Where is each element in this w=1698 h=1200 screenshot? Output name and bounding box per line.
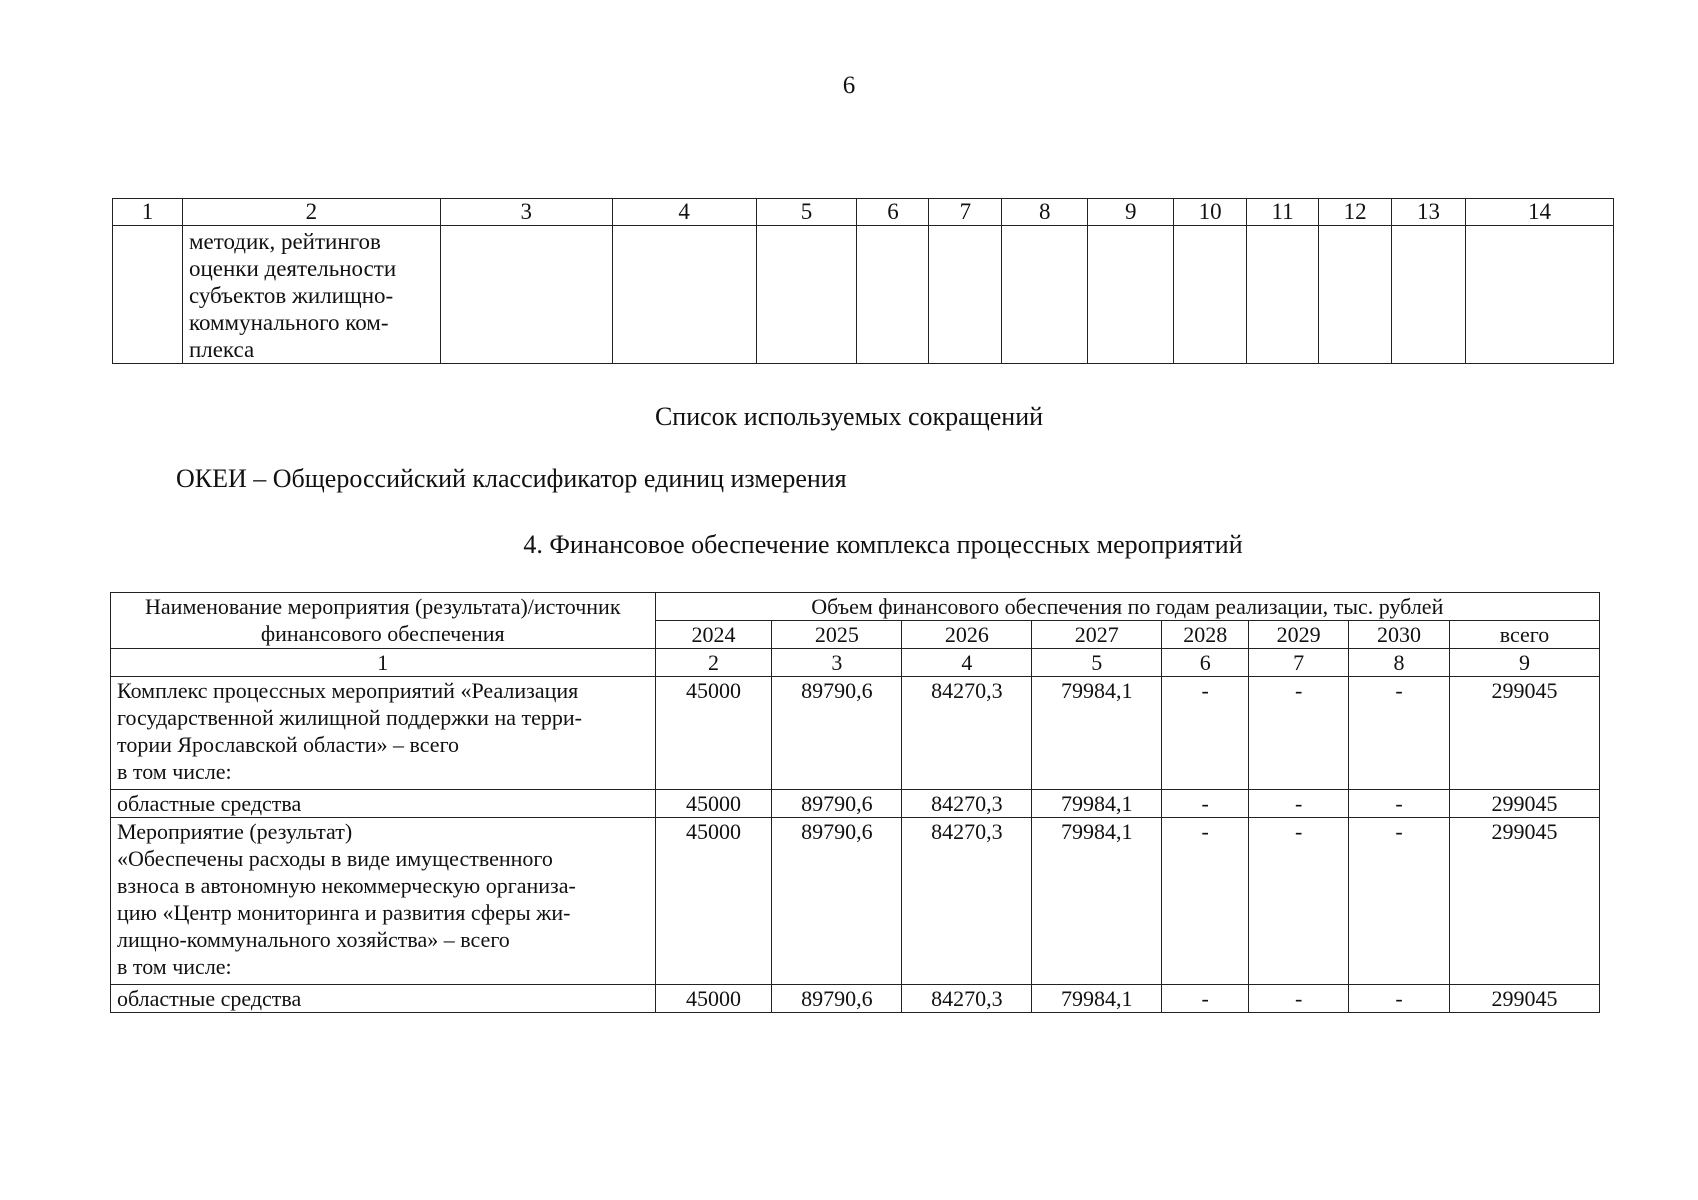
table-row: [111, 790, 1600, 818]
col-number-11: 11: [1247, 199, 1319, 226]
year-header: 2024: [655, 621, 772, 649]
row-description: методик, рейтингов оценки деятельности субъектов жилищно- коммунального ком- плекса: [182, 226, 440, 364]
col-number: 8: [1349, 649, 1450, 677]
table-row: [111, 677, 1600, 790]
col-number: 6: [1162, 649, 1249, 677]
value-2029: -: [1249, 790, 1349, 818]
col-number: 4: [902, 649, 1032, 677]
financing-table: [110, 592, 1600, 1013]
year-header: 2027: [1032, 621, 1162, 649]
col-number-9: 9: [1088, 199, 1174, 226]
value-2028: -: [1162, 985, 1249, 1013]
value-2029: -: [1249, 677, 1349, 790]
value-2024: 45000: [655, 818, 772, 985]
value-2030: -: [1349, 818, 1450, 985]
table-row: [111, 818, 1600, 985]
value-total: 299045: [1450, 818, 1600, 985]
col-number-7: 7: [929, 199, 1002, 226]
year-header: 2026: [902, 621, 1032, 649]
col-number-10: 10: [1174, 199, 1247, 226]
value-2029: -: [1249, 818, 1349, 985]
col-number: 1: [111, 649, 656, 677]
value-2030: -: [1349, 790, 1450, 818]
volume-header: Объем финансового обеспечения по годам реализации, тыс. рублей: [655, 593, 1599, 621]
value-2026: 84270,3: [902, 677, 1032, 790]
name-column-header: Наименование мероприятия (результата)/источник финансового обеспечения: [111, 593, 656, 649]
value-2024: 45000: [655, 985, 772, 1013]
value-2030: -: [1349, 677, 1450, 790]
abbreviations-heading: Список используемых сокращений: [654, 402, 1044, 431]
col-number-2: 2: [182, 199, 440, 226]
col-number-5: 5: [756, 199, 857, 226]
col-number-14: 14: [1466, 199, 1614, 226]
value-total: 299045: [1450, 790, 1600, 818]
year-header: 2025: [772, 621, 902, 649]
value-2028: -: [1162, 790, 1249, 818]
finance-section-heading: 4. Финансовое обеспечение комплекса процессных мероприятий: [523, 530, 1243, 559]
value-2024: 45000: [655, 677, 772, 790]
value-total: 299045: [1450, 985, 1600, 1013]
col-number: 5: [1032, 649, 1162, 677]
total-header: всего: [1450, 621, 1600, 649]
table-header-row: [113, 199, 1614, 226]
value-2026: 84270,3: [902, 790, 1032, 818]
value-2029: -: [1249, 985, 1349, 1013]
table-row: [111, 985, 1600, 1013]
value-2026: 84270,3: [902, 985, 1032, 1013]
page-number: 6: [842, 72, 856, 99]
value-2030: -: [1349, 985, 1450, 1013]
col-number: 2: [655, 649, 772, 677]
col-number-12: 12: [1319, 199, 1392, 226]
row-name: Комплекс процессных мероприятий «Реализация государственной жилищной поддержки на терри- тории Ярославской области» – всего в том числе:: [111, 677, 656, 790]
value-2027: 79984,1: [1032, 985, 1162, 1013]
table-header-row: [111, 593, 1600, 621]
row-name: областные средства: [111, 985, 656, 1013]
row-name: областные средства: [111, 790, 656, 818]
col-number-8: 8: [1002, 199, 1088, 226]
value-2027: 79984,1: [1032, 677, 1162, 790]
value-2025: 89790,6: [772, 985, 902, 1013]
value-2028: -: [1162, 677, 1249, 790]
value-2028: -: [1162, 818, 1249, 985]
col-number-3: 3: [440, 199, 612, 226]
year-header: 2029: [1249, 621, 1349, 649]
table-row: [113, 226, 1614, 364]
col-number: 9: [1450, 649, 1600, 677]
col-number-1: 1: [113, 199, 183, 226]
value-2027: 79984,1: [1032, 790, 1162, 818]
value-2026: 84270,3: [902, 818, 1032, 985]
value-2025: 89790,6: [772, 790, 902, 818]
year-header: 2030: [1349, 621, 1450, 649]
year-header: 2028: [1162, 621, 1249, 649]
row-name: Мероприятие (результат) «Обеспечены расходы в виде имущественного взноса в автономную некоммерческую организа- цию «Центр мониторинга и развития сферы жи- лищно-коммунального хозяйства» – всего в том числе:: [111, 818, 656, 985]
okei-definition: ОКЕИ – Общероссийский классификатор единиц измерения: [176, 464, 847, 493]
column-numbers-row: [111, 649, 1600, 677]
col-number: 3: [772, 649, 902, 677]
col-number-13: 13: [1392, 199, 1466, 226]
value-total: 299045: [1450, 677, 1600, 790]
value-2025: 89790,6: [772, 677, 902, 790]
value-2025: 89790,6: [772, 818, 902, 985]
value-2027: 79984,1: [1032, 818, 1162, 985]
col-number-4: 4: [612, 199, 756, 226]
value-2024: 45000: [655, 790, 772, 818]
indicators-table-continuation: [112, 198, 1614, 364]
col-number: 7: [1249, 649, 1349, 677]
col-number-6: 6: [857, 199, 929, 226]
